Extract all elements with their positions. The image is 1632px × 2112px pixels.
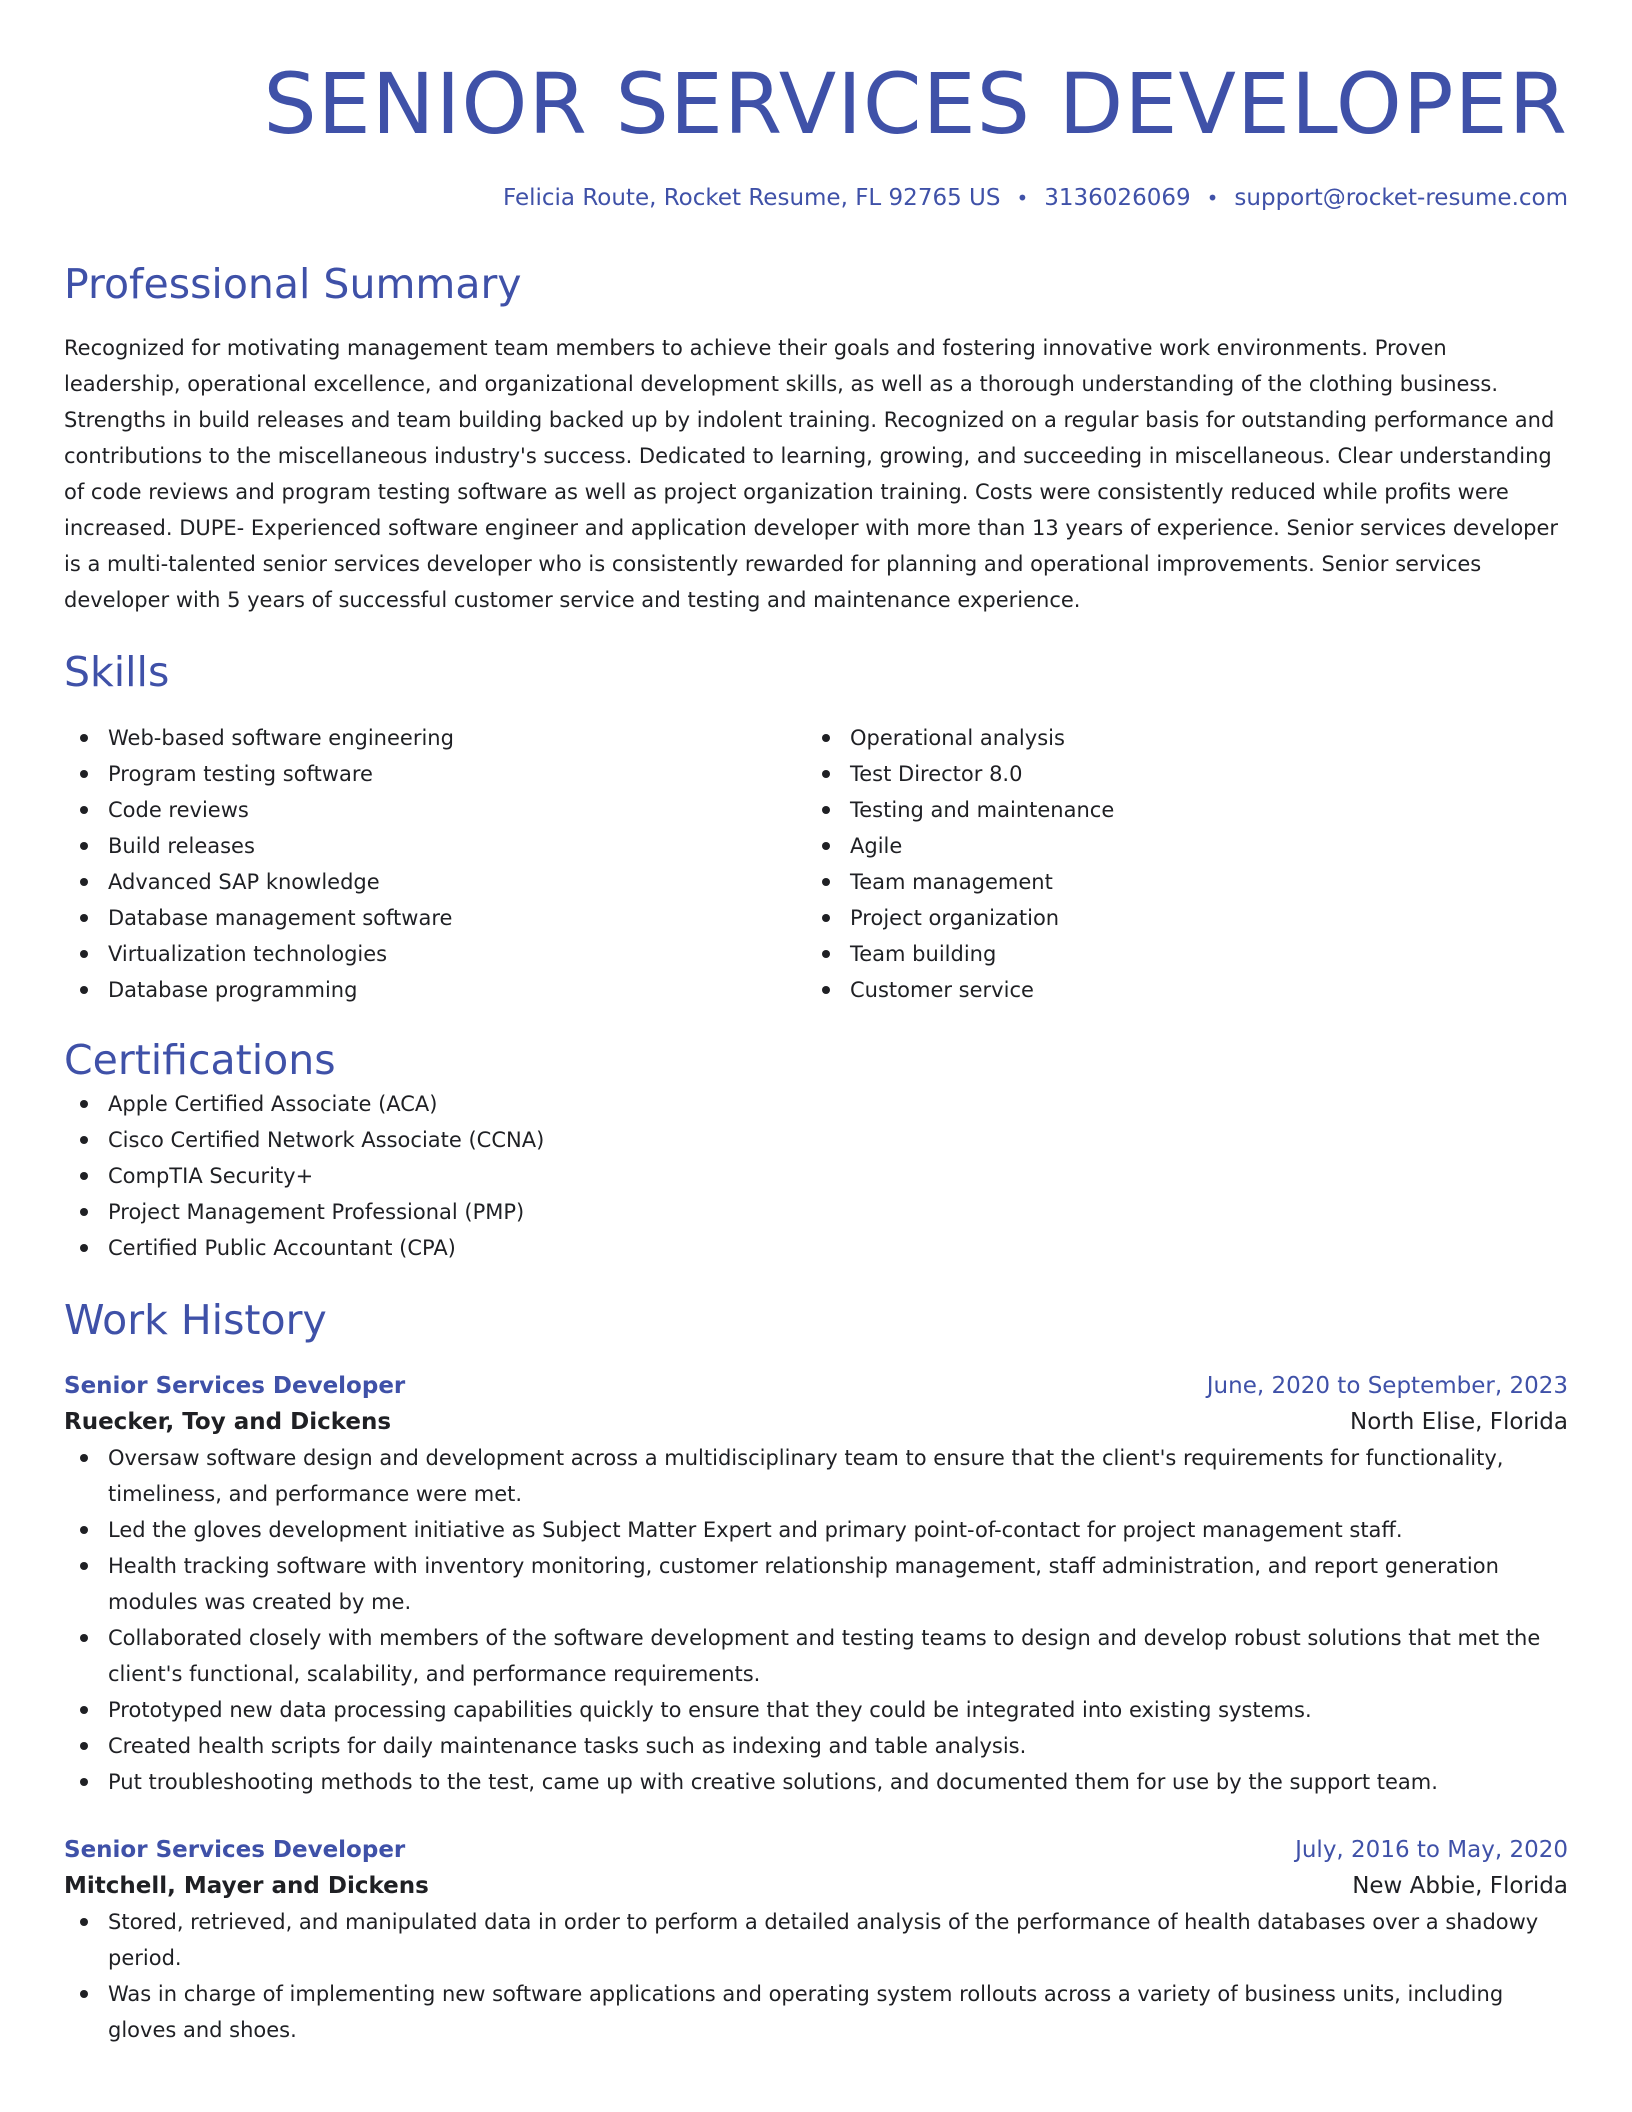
section-title-certifications: Certifications [64, 1036, 336, 1084]
skill-item: Customer service [806, 972, 1548, 1008]
skill-item: Web-based software engineering [64, 720, 806, 756]
job-bullet: Oversaw software design and development across a multidisciplinary team to ensure that the client's requirements for functionality, timeliness, and performance were met. [64, 1440, 1568, 1512]
contact-address: Felicia Route, Rocket Resume, FL 92765 US [502, 185, 1001, 211]
job-bullet: Was in charge of implementing new software applications and operating system rollouts across a variety of business units, including gloves and shoes. [64, 1976, 1568, 2048]
contact-phone: 3136026069 [1044, 185, 1191, 211]
contact-line [64, 182, 1568, 214]
certification-item: CompTIA Security+ [64, 1158, 1568, 1194]
section-title-summary: Professional Summary [64, 260, 522, 308]
skill-item: Team building [806, 936, 1548, 972]
job-bullets [64, 1440, 1568, 1800]
job-bullet: Stored, retrieved, and manipulated data in order to perform a detailed analysis of the performance of health databases over a shadowy period. [64, 1904, 1568, 1976]
skill-item: Code reviews [64, 792, 806, 828]
skill-item: Testing and maintenance [806, 792, 1548, 828]
job-location: New Abbie, Florida [1352, 1873, 1568, 1899]
contact-email: support@rocket-resume.com [1234, 185, 1568, 211]
skill-item: Database management software [64, 900, 806, 936]
summary-text: Recognized for motivating management team members to achieve their goals and fostering innovative work environments. Proven leadership, operational excellence, and organizational development skills, as well as a thorough understanding of the clothing business. Strengths in build releases and team building backed up by indolent training. Recognized on a regular basis for outstanding performance and contributions to the miscellaneous industry's success. Dedicated to learning, growing, and succeeding in miscellaneous. Clear understanding of code reviews and program testing software as well as project organization training. Costs were consistently reduced while profits were increased. DUPE- Experienced software engineer and application developer with more than 13 years of experience. Senior services developer is a multi-talented senior services developer who is consistently rewarded for planning and operational improvements. Senior services developer with 5 years of successful customer service and testing and maintenance experience. [64, 336, 1559, 612]
job-header-row [64, 1832, 1568, 1868]
skill-item: Project organization [806, 900, 1548, 936]
skills-list-right [806, 720, 1548, 1008]
skill-item: Program testing software [64, 756, 806, 792]
section-title-skills: Skills [64, 648, 170, 696]
contact-separator: • [1206, 186, 1219, 210]
job-location: North Elise, Florida [1350, 1409, 1568, 1435]
skill-item: Test Director 8.0 [806, 756, 1548, 792]
skills-column-right [806, 720, 1548, 1008]
job-entry [64, 1368, 1568, 1800]
certification-item: Certified Public Accountant (CPA) [64, 1230, 1568, 1266]
job-title: Senior Services Developer [64, 1373, 406, 1399]
skill-item: Database programming [64, 972, 806, 1008]
resume-name: SENIOR SERVICES DEVELOPER [263, 55, 1568, 153]
job-bullet: Put troubleshooting methods to the test, came up with creative solutions, and documented them for use by the support team. [64, 1764, 1568, 1800]
skills-columns [64, 720, 1568, 1008]
certifications-list [64, 1086, 1568, 1266]
certification-item: Cisco Certified Network Associate (CCNA) [64, 1122, 1568, 1158]
skills-list-left [64, 720, 806, 1008]
job-company-row [64, 1404, 1568, 1440]
skill-item: Virtualization technologies [64, 936, 806, 972]
skill-item: Build releases [64, 828, 806, 864]
job-bullet: Prototyped new data processing capabilities quickly to ensure that they could be integrated into existing systems. [64, 1692, 1568, 1728]
job-dates: July, 2016 to May, 2020 [1295, 1837, 1568, 1863]
job-title: Senior Services Developer [64, 1837, 406, 1863]
job-bullet: Created health scripts for daily maintenance tasks such as indexing and table analysis. [64, 1728, 1568, 1764]
certification-item: Apple Certified Associate (ACA) [64, 1086, 1568, 1122]
resume-page [64, 0, 1568, 2048]
job-bullet: Collaborated closely with members of the software development and testing teams to design and develop robust solutions that met the client's functional, scalability, and performance requirements. [64, 1620, 1568, 1692]
skill-item: Agile [806, 828, 1548, 864]
certification-item: Project Management Professional (PMP) [64, 1194, 1568, 1230]
section-title-work-history: Work History [64, 1296, 327, 1344]
job-company: Mitchell, Mayer and Dickens [64, 1873, 429, 1899]
job-header-row [64, 1368, 1568, 1404]
job-bullets [64, 1904, 1568, 2048]
job-entry [64, 1832, 1568, 2048]
job-dates: June, 2020 to September, 2023 [1206, 1373, 1568, 1399]
skill-item: Advanced SAP knowledge [64, 864, 806, 900]
skill-item: Operational analysis [806, 720, 1548, 756]
job-company: Ruecker, Toy and Dickens [64, 1409, 392, 1435]
contact-separator: • [1016, 186, 1029, 210]
skills-column-left [64, 720, 806, 1008]
job-company-row [64, 1868, 1568, 1904]
job-bullet: Led the gloves development initiative as Subject Matter Expert and primary point-of-contact for project management staff. [64, 1512, 1568, 1548]
skill-item: Team management [806, 864, 1548, 900]
job-bullet: Health tracking software with inventory monitoring, customer relationship management, staff administration, and report generation modules was created by me. [64, 1548, 1568, 1620]
